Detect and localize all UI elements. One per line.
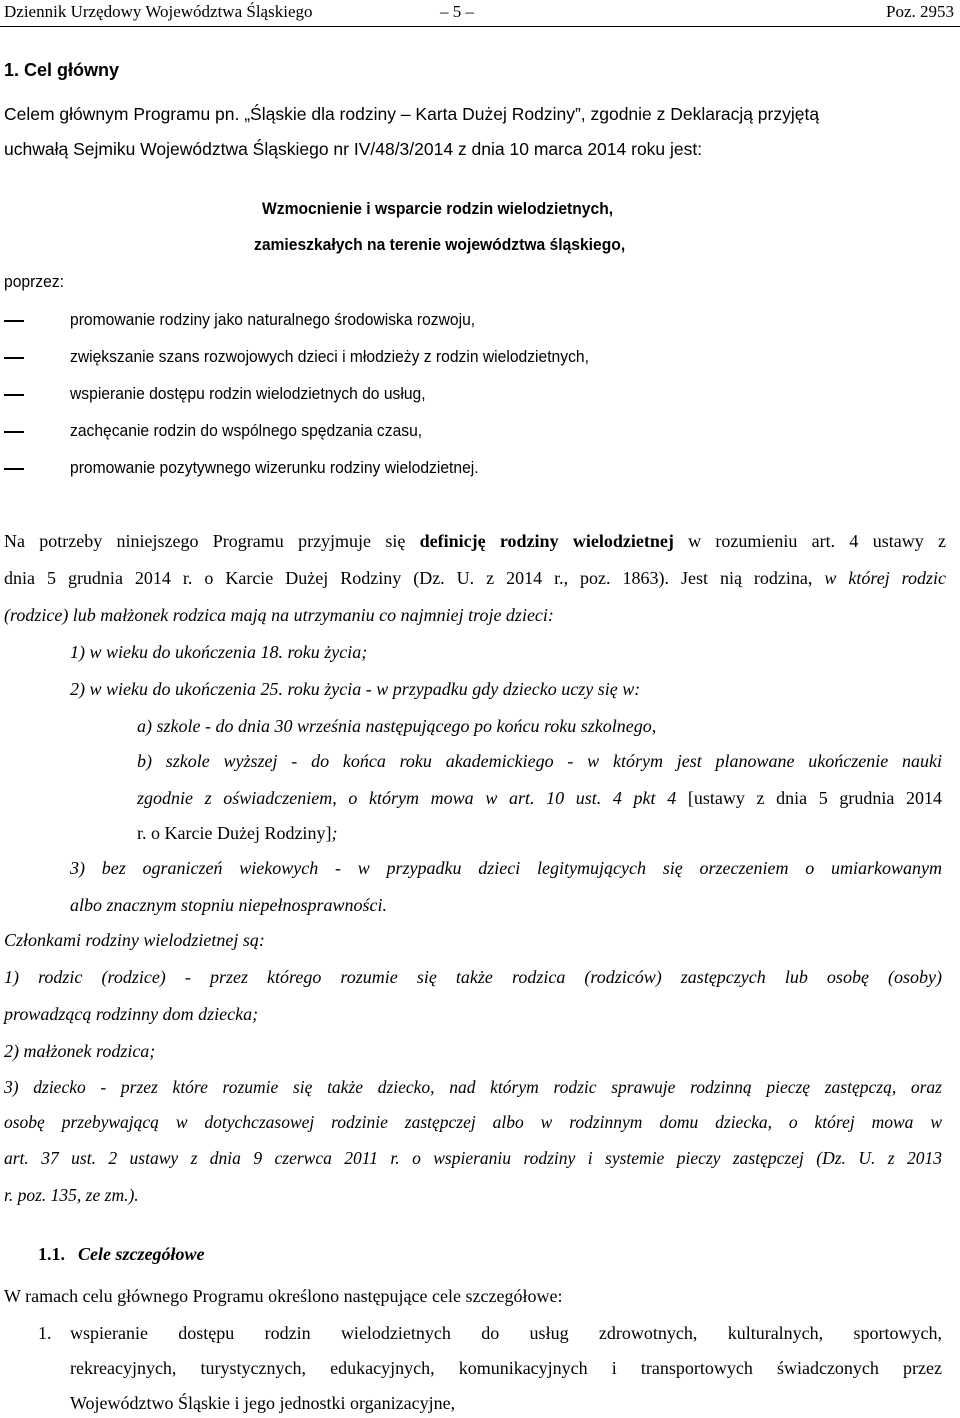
definition-line-1: Na potrzeby niniejszego Programu przyjmuje się definicję rodziny wielodzietnej w rozumieniu art. 4 ustawy z <box>4 531 946 551</box>
intro-line-1: Celem głównym Programu pn. „Śląskie dla rodziny – Karta Dużej Rodziny”, zgodnie z Deklaracją przyjętą <box>4 104 820 124</box>
through-label: poprzez: <box>4 272 64 291</box>
subsection-number: 1.1. <box>38 1244 65 1264</box>
definition-line-3: (rodzice) lub małżonek rodzica mają na utrzymaniu co najmniej troje dzieci: <box>4 605 554 625</box>
definition-subitem-b-line-1: b) szkole wyższej - do końca roku akademickiego - w którym jest planowane ukończenie nauki <box>137 751 942 771</box>
position-number: Poz. 2953 <box>886 2 954 21</box>
journal-title: Dziennik Urzędowy Województwa Śląskiego <box>4 2 313 21</box>
definition-subitem-b-line-2: zgodnie z oświadczeniem, o którym mowa w art. 10 ust. 4 pkt 4 [ustawy z dnia 5 grudnia 2014 <box>137 788 943 808</box>
header-rule <box>0 26 960 27</box>
dash-icon <box>4 394 24 396</box>
member-1-line-2: prowadzącą rodzinny dom dziecka; <box>4 1004 259 1024</box>
objective-line-3: Województwo Śląskie i jego jednostki organizacyjne, <box>70 1393 456 1413</box>
member-3-line-1: 3) dziecko - przez które rozumie się także dziecko, nad którym rodzic sprawuje rodzinną pieczę zastępczą, oraz <box>4 1077 942 1097</box>
definition-item-3-line-2: albo znacznym stopniu niepełnosprawności. <box>70 895 387 915</box>
subsection-heading: Cele szczegółowe <box>78 1244 205 1264</box>
definition-item-2: 2) w wieku do ukończenia 25. roku życia - w przypadku gdy dziecko uczy się w: <box>70 679 641 699</box>
list-item: wspieranie dostępu rodzin wielodzietnych do usług, <box>70 384 426 403</box>
goal-line-2: zamieszkałych na terenie województwa śląskiego, <box>254 235 626 254</box>
definition-line-2: dnia 5 grudnia 2014 r. o Karcie Dużej Rodziny (Dz. U. z 2014 r., poz. 1863). Jest nią rodzina, w której rodzic <box>4 568 946 588</box>
member-3-line-3: art. 37 ust. 2 ustawy z dnia 9 czerwca 2011 r. o wspieraniu rodziny i systemie pieczy zastępczej (Dz. U. z 2013 <box>4 1148 942 1168</box>
definition-subitem-b-line-3: r. o Karcie Dużej Rodziny]; <box>137 823 338 843</box>
definition-item-3-line-1: 3) bez ograniczeń wiekowych - w przypadku dzieci legitymujących się orzeczeniem o umiarkowanym <box>70 858 942 878</box>
definition-subitem-a: a) szkole - do dnia 30 września następującego po końcu roku szkolnego, <box>137 716 657 736</box>
dash-icon <box>4 468 24 470</box>
list-item: promowanie pozytywnego wizerunku rodziny wielodzietnej. <box>70 458 479 477</box>
section-heading: 1. Cel główny <box>4 60 120 80</box>
dash-icon <box>4 431 24 433</box>
definition-item-1: 1) w wieku do ukończenia 18. roku życia; <box>70 642 368 662</box>
subsection-intro: W ramach celu głównego Programu określono następujące cele szczegółowe: <box>4 1286 563 1306</box>
definition-term: definicję rodziny wielodzietnej <box>419 531 674 551</box>
member-3-line-2: osobę przebywającą w dotychczasowej rodzinie zastępczej albo w rodzinnym domu dziecka, o której mowa w <box>4 1112 942 1132</box>
dash-icon <box>4 320 24 322</box>
list-item: zachęcanie rodzin do wspólnego spędzania czasu, <box>70 421 423 440</box>
intro-line-2: uchwałą Sejmiku Województwa Śląskiego nr IV/48/3/2014 z dnia 10 marca 2014 roku jest: <box>4 139 703 159</box>
objective-number: 1. <box>38 1323 52 1343</box>
member-1-line-1: 1) rodzic (rodzice) - przez którego rozumie się także rodzica (rodziców) zastępczych lub osobę (osoby) <box>4 967 942 987</box>
objective-line-1: wspieranie dostępu rodzin wielodzietnych do usług zdrowotnych, kulturalnych, sportowych, <box>70 1323 942 1343</box>
page-number: – 5 – <box>440 2 474 21</box>
list-item: zwiększanie szans rozwojowych dzieci i młodzieży z rodzin wielodzietnych, <box>70 347 589 366</box>
member-2: 2) małżonek rodzica; <box>4 1041 156 1061</box>
member-3-line-4: r. poz. 135, ze zm.). <box>4 1185 139 1205</box>
objective-line-2: rekreacyjnych, turystycznych, edukacyjnych, komunikacyjnych i transportowych świadczonych przez <box>70 1358 942 1378</box>
goal-line-1: Wzmocnienie i wsparcie rodzin wielodzietnych, <box>262 199 614 218</box>
dash-icon <box>4 357 24 359</box>
members-heading: Członkami rodziny wielodzietnej są: <box>4 930 265 950</box>
list-item: promowanie rodziny jako naturalnego środowiska rozwoju, <box>70 310 476 329</box>
